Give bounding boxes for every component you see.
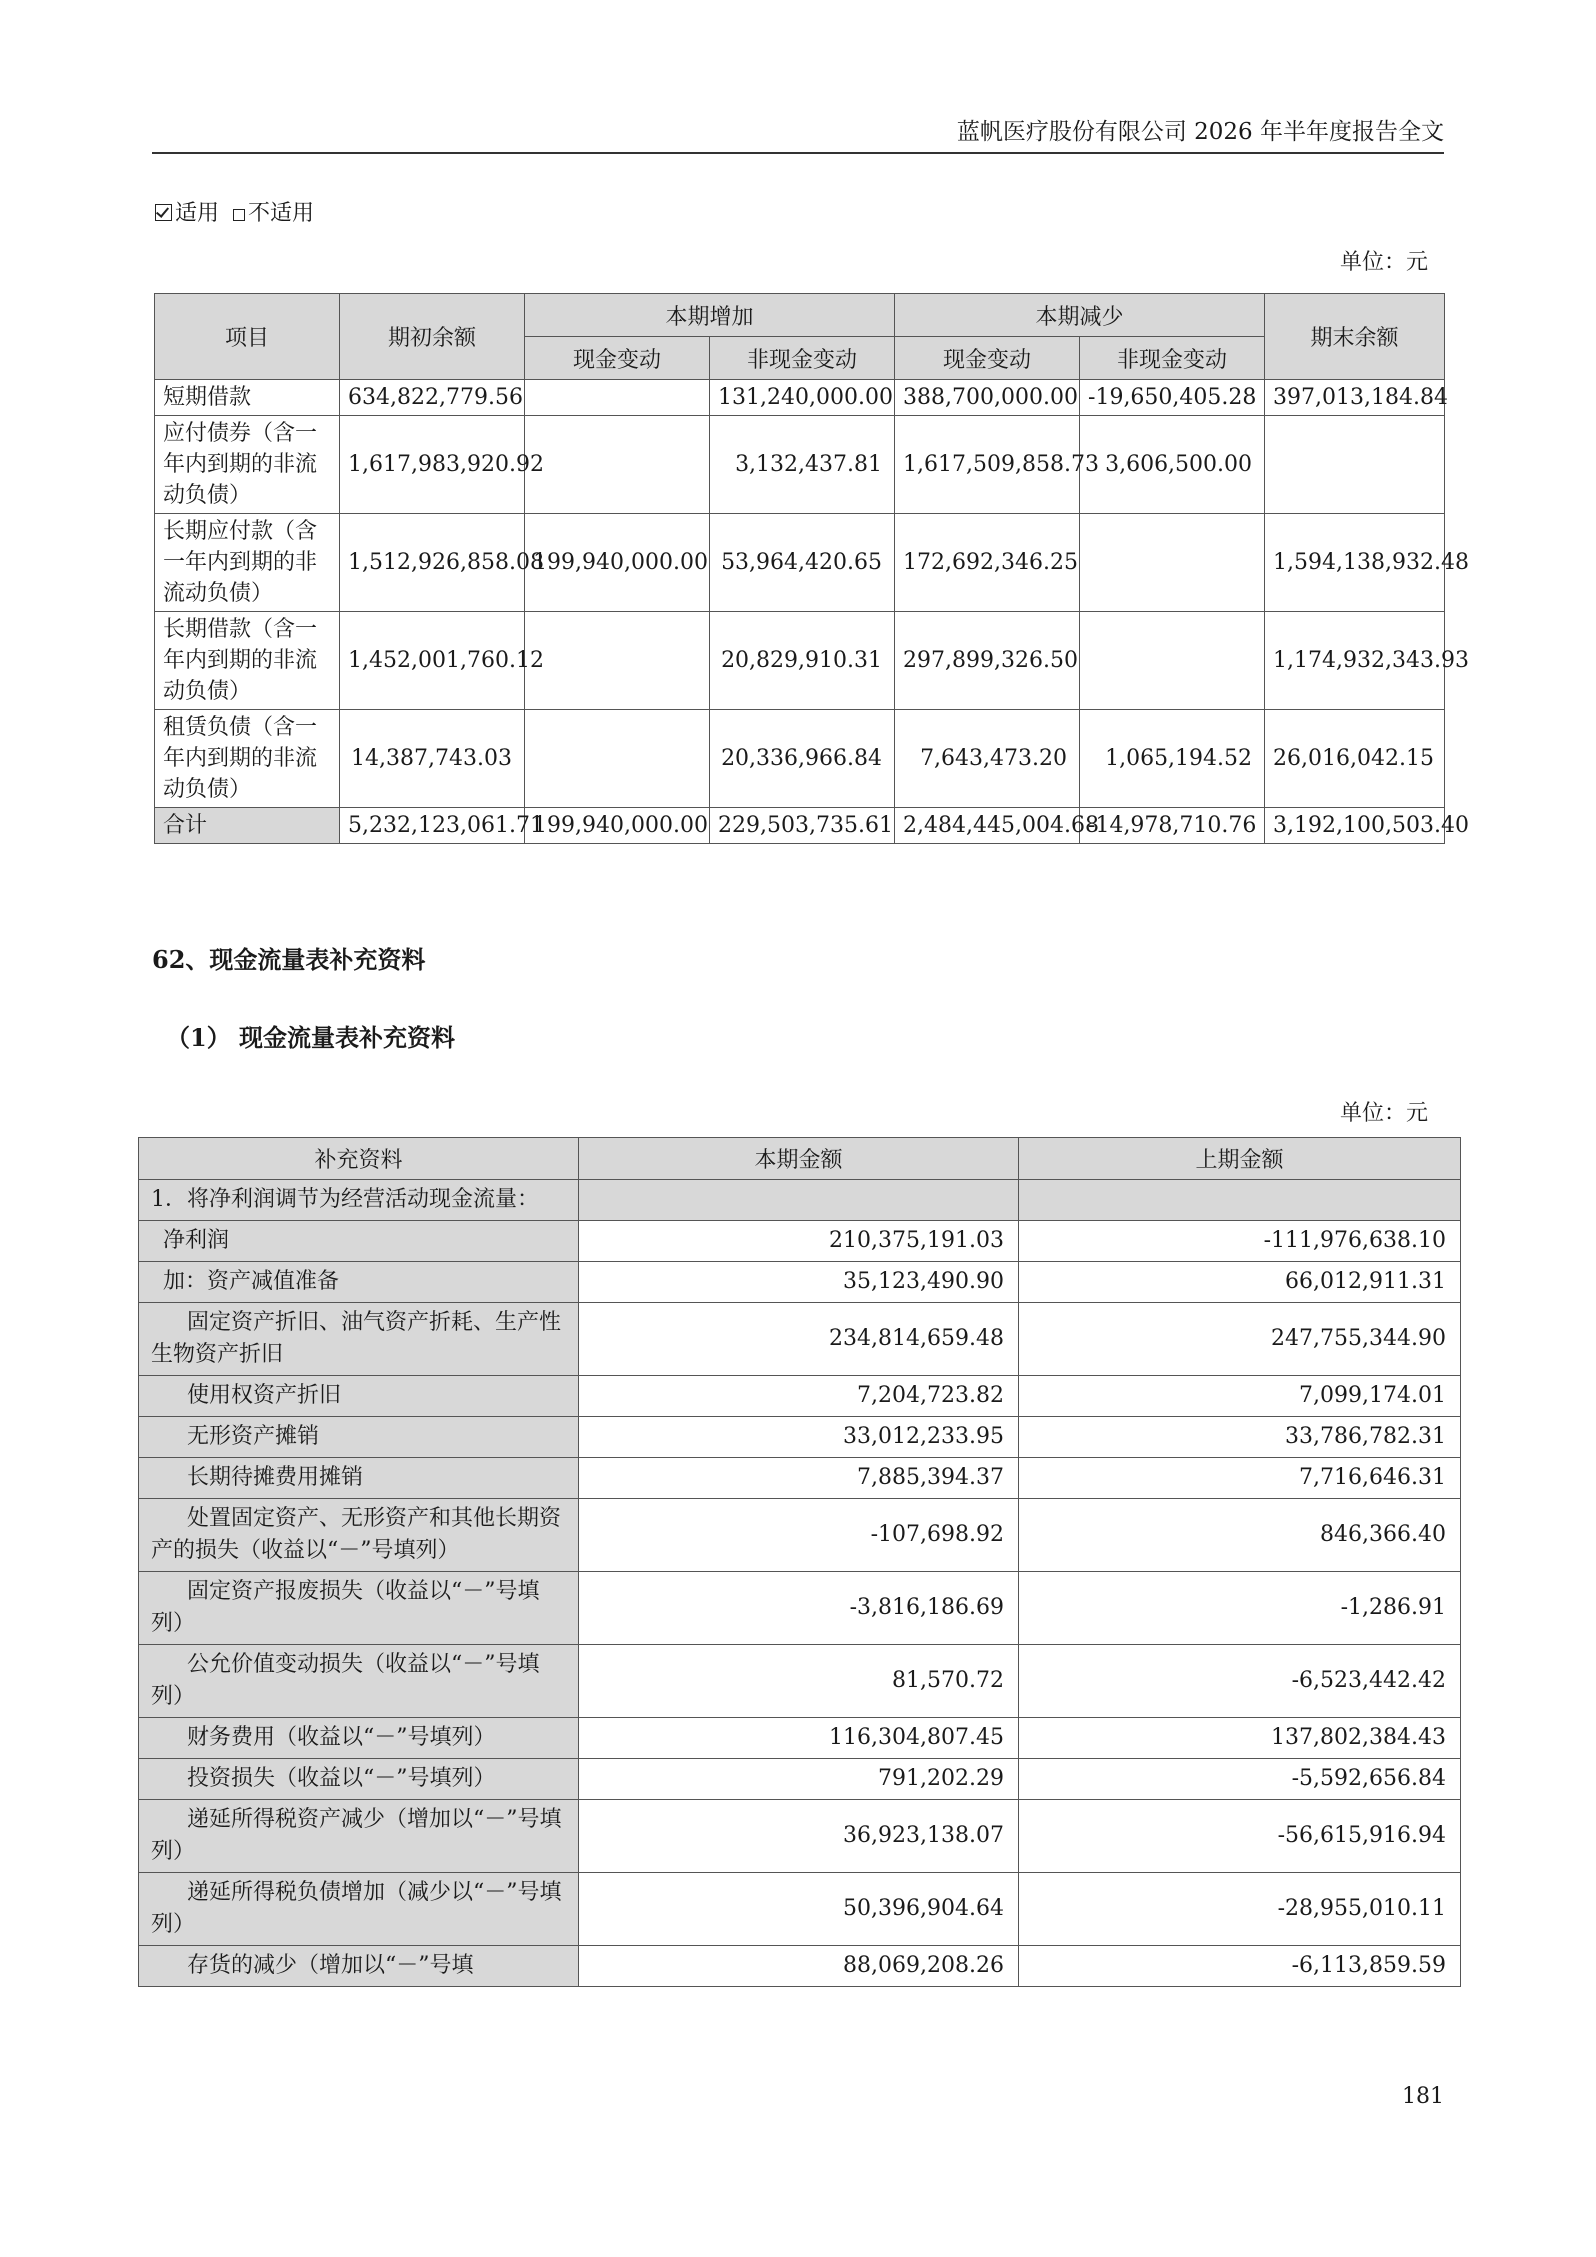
subsection-1-title: （1） 现金流量表补充资料: [166, 1023, 456, 1052]
header-item: 项目: [155, 294, 340, 380]
cell-opening: 5,232,123,061.71: [340, 808, 525, 844]
cell-dec-cash: 1,617,509,858.73: [895, 416, 1080, 514]
cell-prior: 7,716,646.31: [1019, 1458, 1461, 1499]
page-number: 181: [1402, 2084, 1444, 2109]
cell-inc-noncash: 131,240,000.00: [710, 380, 895, 416]
cell-prior: -1,286.91: [1019, 1572, 1461, 1645]
cell-prior: 247,755,344.90: [1019, 1303, 1461, 1376]
cell-prior: -6,113,859.59: [1019, 1946, 1461, 1987]
cell-prior: -5,592,656.84: [1019, 1759, 1461, 1800]
header-supplement: 补充资料: [139, 1138, 579, 1180]
cell-current: 791,202.29: [579, 1759, 1019, 1800]
table-row: [139, 1946, 1461, 1987]
row-label: 应付债券（含一年内到期的非流动负债）: [155, 416, 340, 514]
cell-inc-noncash: 3,132,437.81: [710, 416, 895, 514]
cell-dec-cash: 172,692,346.25: [895, 514, 1080, 612]
header-inc-noncash: 非现金变动: [710, 337, 895, 380]
row-label: 长期借款（含一年内到期的非流动负债）: [155, 612, 340, 710]
row-label: 加：资产减值准备: [139, 1262, 579, 1303]
header-current: 本期金额: [579, 1138, 1019, 1180]
row-label: 存货的减少（增加以“－”号填: [139, 1946, 579, 1987]
cell-dec-noncash: 3,606,500.00: [1080, 416, 1265, 514]
header-dec-cash: 现金变动: [895, 337, 1080, 380]
table-row: [139, 1180, 1461, 1221]
cell-closing: 397,013,184.84: [1265, 380, 1445, 416]
cell-current: 7,204,723.82: [579, 1376, 1019, 1417]
checked-box-icon[interactable]: [155, 204, 172, 221]
section-62-title: 62、现金流量表补充资料: [152, 945, 426, 974]
cell-current: 88,069,208.26: [579, 1946, 1019, 1987]
header-opening: 期初余额: [340, 294, 525, 380]
cashflow-supplement-table: [138, 1137, 1461, 1987]
table-row: [139, 1499, 1461, 1572]
cell-opening: 14,387,743.03: [340, 710, 525, 808]
row-label: 净利润: [139, 1221, 579, 1262]
applicability-selector: [155, 196, 314, 227]
row-label: 1．将净利润调节为经营活动现金流量：: [139, 1180, 579, 1221]
header-increase: 本期增加: [525, 294, 895, 337]
unit-label-1: 单位：元: [1339, 250, 1428, 275]
cell-prior: 33,786,782.31: [1019, 1417, 1461, 1458]
cell-inc-cash: [525, 416, 710, 514]
cell-closing: 1,594,138,932.48: [1265, 514, 1445, 612]
cell-current: 7,885,394.37: [579, 1458, 1019, 1499]
cell-current: [579, 1180, 1019, 1221]
row-label: 固定资产报废损失（收益以“－”号填列）: [139, 1572, 579, 1645]
cell-opening: 1,512,926,858.08: [340, 514, 525, 612]
cell-dec-noncash: [1080, 514, 1265, 612]
table-row: [139, 1376, 1461, 1417]
cell-current: 210,375,191.03: [579, 1221, 1019, 1262]
cell-dec-noncash: -19,650,405.28: [1080, 380, 1265, 416]
table-row: [139, 1645, 1461, 1718]
cell-closing: 3,192,100,503.40: [1265, 808, 1445, 844]
cell-prior: -56,615,916.94: [1019, 1800, 1461, 1873]
cell-opening: 1,617,983,920.92: [340, 416, 525, 514]
table-row: [139, 1417, 1461, 1458]
row-label: 使用权资产折旧: [139, 1376, 579, 1417]
cell-inc-cash: [525, 380, 710, 416]
unit-label-2: 单位：元: [1339, 1101, 1428, 1126]
row-label: 合计: [155, 808, 340, 844]
table-row: [139, 1873, 1461, 1946]
table-row: [139, 1572, 1461, 1645]
row-label: 固定资产折旧、油气资产折耗、生产性生物资产折旧: [139, 1303, 579, 1376]
table-row: [155, 514, 1445, 612]
cell-prior: [1019, 1180, 1461, 1221]
cell-dec-cash: 388,700,000.00: [895, 380, 1080, 416]
cell-current: 36,923,138.07: [579, 1800, 1019, 1873]
row-label: 短期借款: [155, 380, 340, 416]
cell-inc-noncash: 229,503,735.61: [710, 808, 895, 844]
cell-closing: 1,174,932,343.93: [1265, 612, 1445, 710]
cell-opening: 634,822,779.56: [340, 380, 525, 416]
cell-prior: 846,366.40: [1019, 1499, 1461, 1572]
applicable-label: 适用: [175, 201, 220, 226]
header-closing: 期末余额: [1265, 294, 1445, 380]
cell-prior: 7,099,174.01: [1019, 1376, 1461, 1417]
table-row: [155, 380, 1445, 416]
cell-inc-noncash: 53,964,420.65: [710, 514, 895, 612]
table-row: [155, 612, 1445, 710]
row-label: 递延所得税资产减少（增加以“－”号填列）: [139, 1800, 579, 1873]
row-label: 投资损失（收益以“－”号填列）: [139, 1759, 579, 1800]
header-inc-cash: 现金变动: [525, 337, 710, 380]
row-label: 租赁负债（含一年内到期的非流动负债）: [155, 710, 340, 808]
table-row: [139, 1303, 1461, 1376]
row-label: 长期应付款（含一年内到期的非流动负债）: [155, 514, 340, 612]
cell-dec-cash: 2,484,445,004.68: [895, 808, 1080, 844]
cell-inc-cash: [525, 612, 710, 710]
cell-dec-noncash: -14,978,710.76: [1080, 808, 1265, 844]
header-prior: 上期金额: [1019, 1138, 1461, 1180]
table-row: [139, 1458, 1461, 1499]
row-label: 财务费用（收益以“－”号填列）: [139, 1718, 579, 1759]
cell-opening: 1,452,001,760.12: [340, 612, 525, 710]
cell-closing: 26,016,042.15: [1265, 710, 1445, 808]
table-row: [155, 808, 1445, 844]
table-row: [139, 1759, 1461, 1800]
cell-dec-cash: 7,643,473.20: [895, 710, 1080, 808]
cell-current: -107,698.92: [579, 1499, 1019, 1572]
row-label: 长期待摊费用摊销: [139, 1458, 579, 1499]
cell-inc-cash: 199,940,000.00: [525, 808, 710, 844]
cell-current: 35,123,490.90: [579, 1262, 1019, 1303]
cell-dec-noncash: [1080, 612, 1265, 710]
cell-current: 234,814,659.48: [579, 1303, 1019, 1376]
table-row: [139, 1800, 1461, 1873]
cell-prior: -6,523,442.42: [1019, 1645, 1461, 1718]
liabilities-changes-table: [154, 293, 1469, 844]
table-row: [139, 1262, 1461, 1303]
report-title: 蓝帆医疗股份有限公司 2026 年半年度报告全文: [956, 119, 1444, 145]
table-row: [139, 1718, 1461, 1759]
row-label: 无形资产摊销: [139, 1417, 579, 1458]
cell-prior: 137,802,384.43: [1019, 1718, 1461, 1759]
page-header: [152, 108, 1444, 154]
header-dec-noncash: 非现金变动: [1080, 337, 1265, 380]
table-row: [139, 1221, 1461, 1262]
cell-current: 33,012,233.95: [579, 1417, 1019, 1458]
cell-current: 81,570.72: [579, 1645, 1019, 1718]
cell-prior: 66,012,911.31: [1019, 1262, 1461, 1303]
table-row: [155, 710, 1445, 808]
cell-current: 50,396,904.64: [579, 1873, 1019, 1946]
row-label: 处置固定资产、无形资产和其他长期资产的损失（收益以“－”号填列）: [139, 1499, 579, 1572]
not-applicable-label: 不适用: [248, 201, 315, 226]
table-row: [155, 416, 1445, 514]
row-label: 递延所得税负债增加（减少以“－”号填列）: [139, 1873, 579, 1946]
row-label: 公允价值变动损失（收益以“－”号填列）: [139, 1645, 579, 1718]
unchecked-box-icon[interactable]: [233, 209, 245, 221]
cell-inc-cash: 199,940,000.00: [525, 514, 710, 612]
header-decrease: 本期减少: [895, 294, 1265, 337]
cell-inc-noncash: 20,336,966.84: [710, 710, 895, 808]
cell-current: -3,816,186.69: [579, 1572, 1019, 1645]
cell-dec-cash: 297,899,326.50: [895, 612, 1080, 710]
cell-inc-cash: [525, 710, 710, 808]
cell-dec-noncash: 1,065,194.52: [1080, 710, 1265, 808]
cell-inc-noncash: 20,829,910.31: [710, 612, 895, 710]
cell-current: 116,304,807.45: [579, 1718, 1019, 1759]
cell-prior: -28,955,010.11: [1019, 1873, 1461, 1946]
cell-closing: [1265, 416, 1445, 514]
cell-prior: -111,976,638.10: [1019, 1221, 1461, 1262]
